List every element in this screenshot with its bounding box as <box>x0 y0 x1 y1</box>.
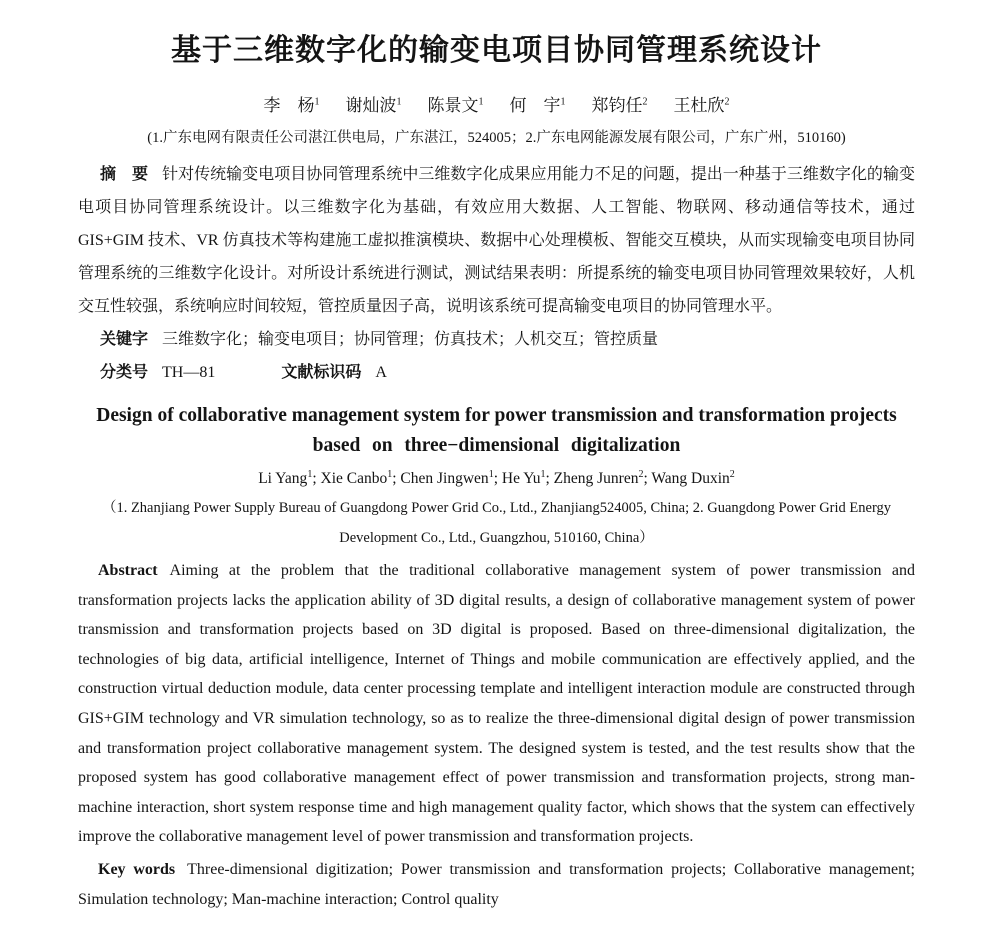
author-affiliation-superscript: 2 <box>729 468 735 480</box>
author-affiliation-superscript: 1 <box>488 468 494 480</box>
keywords-en <box>78 855 915 914</box>
keywords-text-en: Three-dimensional digitization; Power transmission and transformation projects; Collaborative management; Simulation technology; Man-machine interaction; Control quality <box>78 860 916 908</box>
author-affiliation-superscript: 1 <box>478 96 484 108</box>
clc-label: 分类号 <box>100 364 149 381</box>
author: Xie Canbo$^1$ <box>320 468 393 487</box>
abstract-en <box>78 556 915 852</box>
author: Wang Duxin$^2$ <box>651 468 735 487</box>
paper-title-en-line2: based on three−dimensional digitalization <box>312 435 681 456</box>
authors-zh <box>78 94 915 118</box>
author-affiliation-superscript: 2 <box>638 468 644 480</box>
keywords-text-zh: 三维数字化；输变电项目；协同管理；仿真技术；人机交互；管控质量 <box>162 331 659 348</box>
keywords-line-zh <box>78 323 915 356</box>
paper-title-en <box>78 401 915 461</box>
author: 郑钧任$^2$ <box>591 96 648 115</box>
keywords-label-zh: 关键字 <box>100 331 149 348</box>
author-affiliation-superscript: 1 <box>560 96 566 108</box>
paper-title-en-line1: Design of collaborative management system for power transmission and transformation projects <box>96 405 897 426</box>
author-affiliation-superscript: 1 <box>314 96 320 108</box>
author: 李 杨$^1$ <box>263 96 320 115</box>
keywords-label-en: Key words <box>98 860 176 878</box>
affiliation-en-line2: Development Co., Ltd., Guangzhou, 510160, China） <box>339 530 654 546</box>
abstract-label-zh: 摘 要 <box>100 166 149 183</box>
author: Zheng Junren$^2$ <box>553 468 644 487</box>
author-affiliation-superscript: 2 <box>724 96 730 108</box>
affiliation-en <box>78 493 915 553</box>
author-affiliation-superscript: 1 <box>540 468 546 480</box>
author: 陈景文$^1$ <box>427 96 484 115</box>
author-affiliation-superscript: 2 <box>642 96 648 108</box>
classification-line <box>78 356 915 389</box>
author: 何 宇$^1$ <box>509 96 566 115</box>
author: Chen Jingwen$^1$ <box>400 468 494 487</box>
paper-title-zh: 基于三维数字化的输变电项目协同管理系统设计 <box>171 34 822 67</box>
abstract-text-en: Aiming at the problem that the traditional collaborative management system of power transmission and transformation projects lacks the application ability of 3D digital results, a design of collaborative management system of power transmission and transformation projects based on 3D digital is proposed. Based on three-dimensional digitalization, the technologies of big data, artificial intelligence, Internet of Things and mobile communication are effectively applied, and the construction virtual deduction module, data center processing template and intelligent interaction module are constructed through GIS+GIM technology and VR simulation technology, so as to realize the three-dimensional digital design of power transmission and transformation project collaborative management system. The designed system is tested, and the test results show that the proposed system has good collaborative management effect of power transmission and transformation projects, strong man-machine interaction, short system response time and high management quality factor, which shows that the system can effectively improve the collaborative management level of power transmission and transformation projects. <box>78 562 915 846</box>
author-affiliation-superscript: 1 <box>387 468 393 480</box>
author-affiliation-superscript: 1 <box>396 96 402 108</box>
doc-code-label: 文献标识码 <box>281 364 362 381</box>
abstract-label-en: Abstract <box>98 562 158 579</box>
abstract-zh <box>78 158 915 323</box>
doc-code-value: A <box>375 364 387 381</box>
abstract-text-zh: 针对传统输变电项目协同管理系统中三维数字化成果应用能力不足的问题，提出一种基于三维数字化的输变电项目协同管理系统设计。以三维数字化为基础，有效应用大数据、人工智能、物联网、移动通信等技术，通过 GIS+GIM 技术、VR 仿真技术等构建施工虚拟推演模块、数据中心处理模板、智能交互模块，从而实现输变电项目协同管理系统的三维数字化设计。对所设计系统进行测试，测试结果表明：所提系统的输变电项目协同管理效果较好，人机交互性较强，系统响应时间较短，管控质量因子高，说明该系统可提高输变电项目的协同管理水平。 <box>78 166 915 315</box>
author: 王杜欣$^2$ <box>673 96 730 115</box>
author: He Yu$^1$ <box>501 468 546 487</box>
affiliation-en-line1: （1. Zhanjiang Power Supply Bureau of Guangdong Power Grid Co., Ltd., Zhanjiang524005, China; 2. Guangdong Power Grid Energy <box>101 500 892 516</box>
author: Li Yang$^1$ <box>258 468 313 487</box>
affiliation-zh: (1.广东电网有限责任公司湛江供电局，广东湛江，524005；2.广东电网能源发展有限公司，广东广州，510160) <box>147 130 846 146</box>
clc-value: TH—81 <box>162 364 216 381</box>
authors-en: Li Yang$^1$; Xie Canbo$^1$; Chen Jingwen$^1$; He Yu$^1$; Zheng Junren$^2$; Wang Duxin$^2$ <box>258 468 735 487</box>
author-affiliation-superscript: 1 <box>307 468 313 480</box>
author: 谢灿波$^1$ <box>345 96 402 115</box>
